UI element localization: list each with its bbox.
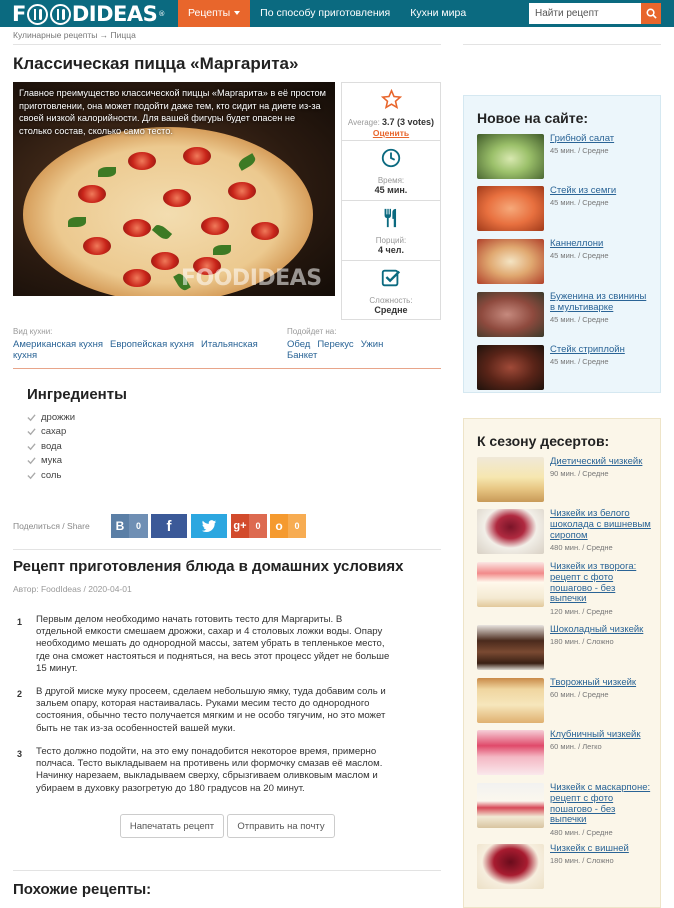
method-step xyxy=(17,614,407,678)
search-icon xyxy=(646,8,657,19)
check-icon xyxy=(27,442,36,451)
difficulty-value: Средне xyxy=(374,305,408,315)
item-thumbnail[interactable] xyxy=(477,730,544,775)
nav-item-world-cuisines[interactable]: Кухни мира xyxy=(410,7,467,19)
portions-label: Порций: xyxy=(375,236,407,245)
share-googleplus-button[interactable] xyxy=(231,514,267,538)
method-step xyxy=(17,746,407,796)
check-icon xyxy=(27,456,36,465)
step-number: 3 xyxy=(17,749,23,759)
method-step xyxy=(17,686,407,736)
item-meta: 180 мин. / Сложно xyxy=(550,637,614,646)
time-value: 45 мин. xyxy=(374,185,408,195)
tag-dinner[interactable]: Ужин xyxy=(360,339,384,350)
caret-down-icon xyxy=(234,11,240,15)
item-meta: 120 мин. / Средне xyxy=(550,607,613,616)
email-recipe-button[interactable]: Отправить на почту xyxy=(227,814,335,838)
site-logo[interactable]: F DIDEAS ® xyxy=(12,2,165,26)
item-link[interactable]: Грибной салат xyxy=(550,133,615,144)
list-item[interactable] xyxy=(477,509,657,555)
list-item[interactable] xyxy=(477,345,657,391)
cuisine-label: Вид кухни: xyxy=(13,327,53,336)
season-desserts-panel xyxy=(463,418,661,908)
list-item[interactable] xyxy=(477,625,657,671)
tag-snack[interactable]: Перекус xyxy=(317,339,354,350)
divider xyxy=(13,368,441,369)
step-text: Первым делом необходимо начать готовить тесто для Маргариты. В отдельной емкости смешаем дрожжи, сахар и 4 столовых ложки воды. Опару необходимо мешать до однородной массы, затем убрать в тепленькое место, где она сможет настояться и подняться, на весь этот процесс уйдет не больше 15 минут. xyxy=(36,614,390,674)
item-link[interactable]: Чизкейк из творога: рецепт с фото пошагово - без выпечки xyxy=(550,561,637,605)
item-thumbnail[interactable] xyxy=(477,186,544,231)
recipe-stats-panel xyxy=(341,82,441,320)
time-cell xyxy=(342,141,440,201)
facebook-icon: f xyxy=(166,517,172,535)
cutlery-icon xyxy=(380,207,402,229)
divider xyxy=(13,870,441,871)
time-label: Время: xyxy=(377,176,405,185)
ingredient-item: сахар xyxy=(27,426,66,437)
item-thumbnail[interactable] xyxy=(477,783,544,828)
share-count: 0 xyxy=(288,514,306,538)
ingredients-title: Ингредиенты xyxy=(27,386,127,403)
method-title: Рецепт приготовления блюда в домашних условиях xyxy=(13,558,404,575)
item-meta: 60 мин. / Легко xyxy=(550,742,602,751)
cuisine-tags xyxy=(13,339,283,361)
tag-lunch[interactable]: Обед xyxy=(287,339,311,350)
item-meta: 45 мин. / Средне xyxy=(550,357,609,366)
tag-banquet[interactable]: Банкет xyxy=(287,350,318,361)
item-thumbnail[interactable] xyxy=(477,562,544,607)
item-link[interactable]: Диетический чизкейк xyxy=(550,456,643,467)
rating-cell xyxy=(342,83,440,141)
check-icon xyxy=(27,427,36,436)
suits-label: Подойдет на: xyxy=(287,327,337,336)
share-count: 0 xyxy=(129,514,148,538)
item-thumbnail[interactable] xyxy=(477,509,544,554)
print-recipe-button[interactable]: Напечатать рецепт xyxy=(120,814,224,838)
rate-link[interactable]: Оценить xyxy=(372,128,410,138)
tag-european-cuisine[interactable]: Европейская кухня xyxy=(109,339,195,350)
difficulty-cell xyxy=(342,261,440,320)
nav-item-recipes[interactable]: Рецепты xyxy=(178,0,250,27)
portions-cell xyxy=(342,201,440,261)
item-thumbnail[interactable] xyxy=(477,134,544,179)
page-title: Классическая пицца «Маргарита» xyxy=(13,54,299,73)
share-count: 0 xyxy=(249,514,267,538)
item-meta: 480 мин. / Средне xyxy=(550,543,613,552)
item-link[interactable]: Буженина из свинины в мультиварке xyxy=(550,291,647,313)
list-item[interactable] xyxy=(477,457,657,503)
twitter-icon xyxy=(191,514,227,538)
list-item[interactable] xyxy=(477,844,657,890)
ingredient-item: дрожжи xyxy=(27,412,75,423)
portions-value: 4 чел. xyxy=(378,245,404,255)
item-thumbnail[interactable] xyxy=(477,625,544,670)
item-meta: 60 мин. / Средне xyxy=(550,690,609,699)
divider xyxy=(13,549,441,550)
item-thumbnail[interactable] xyxy=(477,457,544,502)
share-twitter-button[interactable] xyxy=(191,514,227,538)
divider xyxy=(13,44,441,45)
item-meta: 45 мин. / Средне xyxy=(550,315,609,324)
item-meta: 45 мин. / Средне xyxy=(550,251,609,260)
share-odnoklassniki-button[interactable] xyxy=(270,514,306,538)
search-input[interactable] xyxy=(529,3,641,24)
list-item[interactable] xyxy=(477,134,657,180)
panel-title: К сезону десертов: xyxy=(477,433,610,449)
rating-label: Average: xyxy=(347,118,380,127)
ingredient-item: мука xyxy=(27,455,62,466)
spoon-icon xyxy=(50,4,71,25)
share-vk-button[interactable] xyxy=(111,514,148,538)
item-meta: 45 мин. / Средне xyxy=(550,198,609,207)
step-number: 1 xyxy=(17,617,23,627)
item-thumbnail[interactable] xyxy=(477,239,544,284)
nav-item-cooking-method[interactable]: По способу приготовления xyxy=(260,7,391,19)
item-link[interactable]: Чизкейк с вишней xyxy=(550,843,629,854)
panel-title: Новое на сайте: xyxy=(477,110,589,126)
check-icon xyxy=(27,471,36,480)
item-link[interactable]: Каннеллони xyxy=(550,238,604,249)
fork-icon xyxy=(27,4,48,25)
checkbox-icon xyxy=(380,267,402,289)
step-text: Тесто должно подойти, на это ему понадобится некоторое время, примерно полчаса. Тесто выкладываем на противень или формочку смазав её маслом. Начинку нарезаем, выкладываем сверху, сбрызгиваем оливковым маслом и убираем в духовку разогретую до 180 градусов на 20 минут. xyxy=(36,746,383,794)
item-link[interactable]: Шоколадный чизкейк xyxy=(550,624,644,635)
list-item[interactable] xyxy=(477,782,657,837)
list-item[interactable] xyxy=(477,292,657,338)
search-button[interactable] xyxy=(641,3,661,24)
item-meta: 480 мин. / Средне xyxy=(550,828,613,837)
odnoklassniki-icon: о xyxy=(275,519,283,533)
list-item[interactable] xyxy=(477,239,657,285)
suits-tags xyxy=(287,339,437,361)
recipe-description: Главное преимущество классической пиццы «Маргарита» в её простом приготовлении, она может подойти даже тем, кто сидит на диете из-за своей низкой калорийности. Для вашей фигуры будет опасен не столько состав, сколько само тесто. xyxy=(19,88,326,136)
new-on-site-panel xyxy=(463,95,661,393)
list-item[interactable] xyxy=(477,730,657,776)
similar-recipes-title: Похожие рецепты: xyxy=(13,881,152,898)
step-number: 2 xyxy=(17,689,23,699)
divider xyxy=(463,44,661,45)
difficulty-label: Сложность: xyxy=(369,296,413,305)
check-icon xyxy=(27,413,36,422)
item-meta: 180 мин. / Сложно xyxy=(550,856,614,865)
list-item[interactable] xyxy=(477,561,657,616)
item-thumbnail[interactable] xyxy=(477,844,544,889)
share-facebook-button[interactable] xyxy=(151,514,187,538)
step-text: В другой миске муку просеем, сделаем небольшую ямку, туда добавим соль и зальем опару, которая настаивалась. Руками месим тесто до однородного состояния, обычно тесто получается мягким и не особо тягучим, но это может быть не так из-за особенностей вашей муки. xyxy=(36,686,386,734)
tag-italian-cuisine[interactable]: Итальянская кухня xyxy=(13,339,258,361)
site-header xyxy=(0,0,674,27)
item-thumbnail[interactable] xyxy=(477,345,544,390)
item-thumbnail[interactable] xyxy=(477,678,544,723)
recipe-photo xyxy=(13,82,335,296)
googleplus-icon: g+ xyxy=(233,520,247,532)
breadcrumb[interactable]: Кулинарные рецепты → Пицца xyxy=(13,30,136,40)
list-item[interactable] xyxy=(477,186,657,232)
item-link[interactable]: Чизкейк с маскарпоне: рецепт с фото пошагово - без выпечки xyxy=(550,782,651,826)
item-link[interactable]: Клубничный чизкейк xyxy=(550,729,641,740)
rating-value: 3.7 (3 votes) xyxy=(382,117,435,127)
vk-icon: В xyxy=(115,519,125,533)
item-link[interactable]: Стейк стриплойн xyxy=(550,344,625,355)
share-label: Поделиться / Share xyxy=(13,521,90,531)
list-item[interactable] xyxy=(477,678,657,724)
item-meta: 90 мин. / Средне xyxy=(550,469,609,478)
item-meta: 45 мин. / Средне xyxy=(550,146,609,155)
item-link[interactable]: Стейк из семги xyxy=(550,185,617,196)
item-link[interactable]: Творожный чизкейк xyxy=(550,677,637,688)
ingredient-item: вода xyxy=(27,441,62,452)
main-nav xyxy=(178,0,476,27)
tag-american-cuisine[interactable]: Американская кухня xyxy=(13,339,103,350)
ingredient-item: соль xyxy=(27,470,61,481)
clock-icon xyxy=(380,147,402,169)
author-line: Автор: FoodIdeas / 2020-04-01 xyxy=(13,584,132,594)
item-thumbnail[interactable] xyxy=(477,292,544,337)
star-icon[interactable] xyxy=(381,89,402,110)
item-link[interactable]: Чизкейк из белого шоколада с вишневым сиропом xyxy=(550,508,651,541)
photo-watermark: FOODIDEAS xyxy=(181,266,322,291)
